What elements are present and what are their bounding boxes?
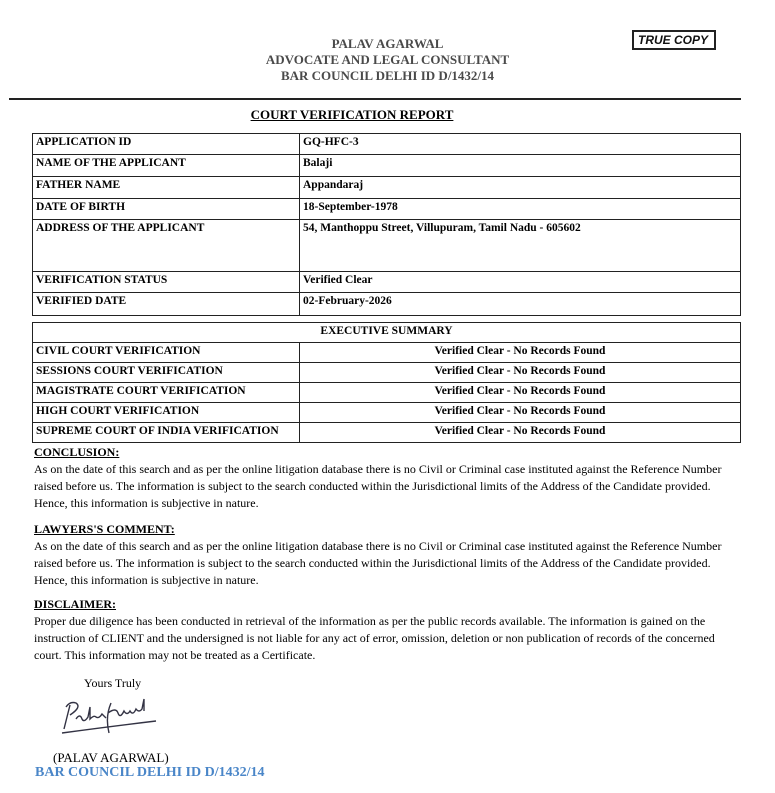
value: Verified Clear - No Records Found: [300, 403, 741, 423]
value: Verified Clear - No Records Found: [300, 343, 741, 363]
value: Balaji: [300, 155, 741, 177]
value: 18-September-1978: [300, 199, 741, 220]
label: SUPREME COURT OF INDIA VERIFICATION: [33, 423, 300, 443]
lawyer-comment-section: [34, 521, 734, 589]
comment-text: As on the date of this search and as per the online litigation database there is no Civil or Criminal case instituted against the Reference Number raised before us. The information is subject to the search conducted within the Jurisdictional limits of the Address of the Candidate provided. Hence, this information is subjective in nature.: [34, 539, 722, 587]
disclaimer-section: [34, 596, 734, 664]
label: ADDRESS OF THE APPLICANT: [33, 220, 300, 272]
label: CIVIL COURT VERIFICATION: [33, 343, 300, 363]
value: GQ-HFC-3: [300, 134, 741, 155]
label: DATE OF BIRTH: [33, 199, 300, 220]
header-divider: [9, 98, 741, 100]
signature: [56, 695, 166, 750]
disclaimer-heading: DISCLAIMER:: [34, 597, 117, 611]
executive-summary-table: [32, 322, 741, 443]
label: MAGISTRATE COURT VERIFICATION: [33, 383, 300, 403]
label: FATHER NAME: [33, 177, 300, 199]
footer-bar-id: BAR COUNCIL DELHI ID D/1432/14: [35, 765, 265, 780]
summary-heading: EXECUTIVE SUMMARY: [33, 323, 741, 343]
value: Verified Clear - No Records Found: [300, 423, 741, 443]
value: 54, Manthoppu Street, Villupuram, Tamil Nadu - 605602: [300, 220, 741, 272]
conclusion-heading: CONCLUSION:: [34, 445, 120, 459]
yours-truly: Yours Truly: [84, 676, 142, 690]
label: VERIFIED DATE: [33, 293, 300, 316]
label: HIGH COURT VERIFICATION: [33, 403, 300, 423]
report-title: COURT VERIFICATION REPORT: [250, 107, 454, 122]
true-copy-stamp: TRUE COPY: [632, 30, 716, 50]
header-bar-id: BAR COUNCIL DELHI ID D/1432/14: [280, 68, 495, 83]
applicant-details-table: [32, 133, 741, 316]
conclusion-section: [34, 444, 734, 512]
value: Verified Clear: [300, 272, 741, 293]
conclusion-text: As on the date of this search and as per the online litigation database there is no Civil or Criminal case instituted against the Reference Number raised before us. The information is subject to the search conducted within the Jurisdictional limits of the Address of the Candidate provided. Hence, this information is subjective in nature.: [34, 462, 722, 510]
label: VERIFICATION STATUS: [33, 272, 300, 293]
signatory-name: (PALAV AGARWAL): [53, 750, 169, 765]
advocate-name: PALAV AGARWAL: [331, 36, 444, 51]
value: Verified Clear - No Records Found: [300, 363, 741, 383]
value: Appandaraj: [300, 177, 741, 199]
value: Verified Clear - No Records Found: [300, 383, 741, 403]
label: APPLICATION ID: [33, 134, 300, 155]
label: NAME OF THE APPLICANT: [33, 155, 300, 177]
disclaimer-text: Proper due diligence has been conducted in retrieval of the information as per the public records available. The information is gained on the instruction of CLIENT and the undersigned is not liable for any act of error, omission, deletion or non publication of records of the concerned court. This information may not be treated as a Certificate.: [34, 614, 715, 662]
value: 02-February-2026: [300, 293, 741, 316]
advocate-designation: ADVOCATE AND LEGAL CONSULTANT: [265, 52, 510, 67]
label: SESSIONS COURT VERIFICATION: [33, 363, 300, 383]
comment-heading: LAWYERS'S COMMENT:: [34, 522, 175, 536]
